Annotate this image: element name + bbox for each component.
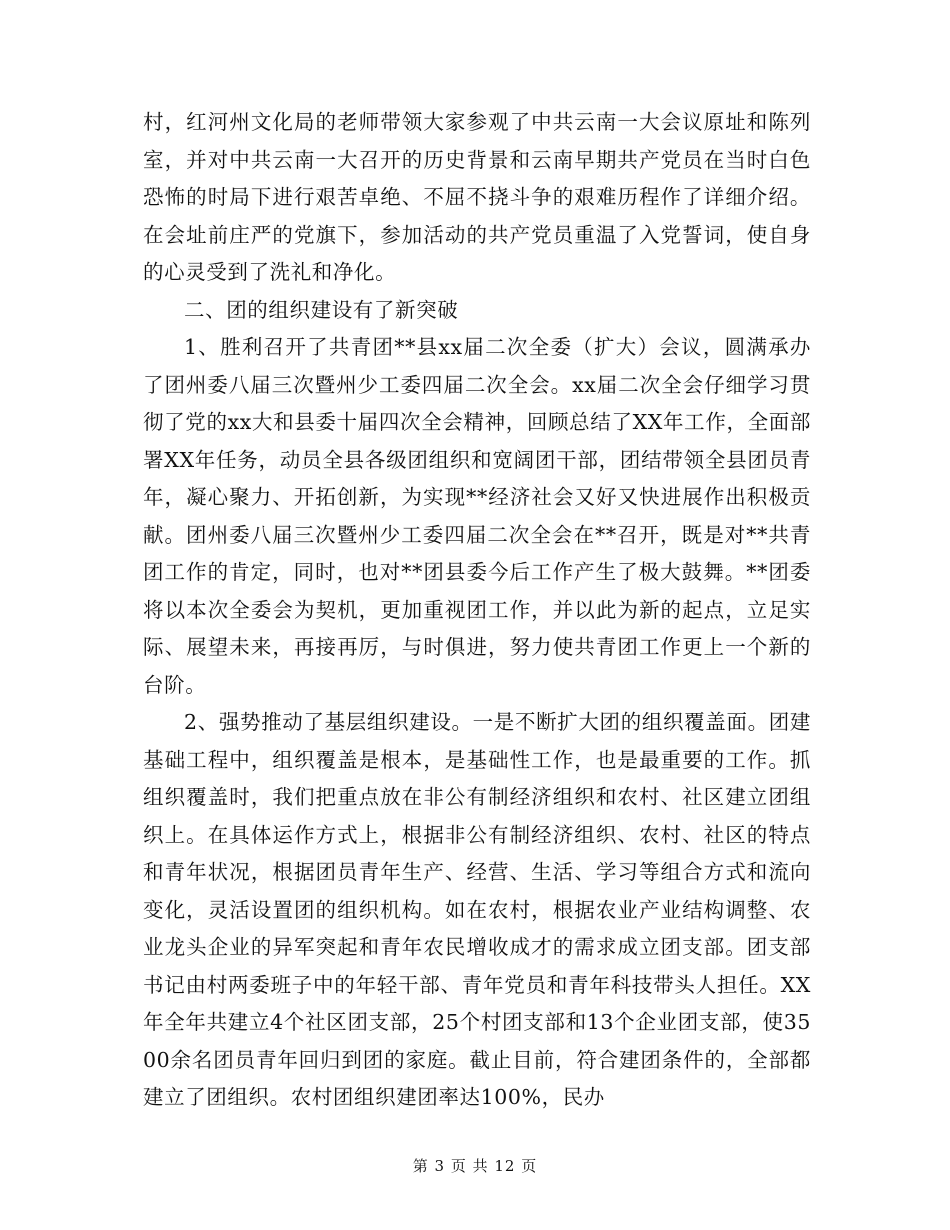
paragraph-3: 1、胜利召开了共青团**县xx届二次全委（扩大）会议，圆满承办了团州委八届三次暨州少工委四届二次全会。xx届二次全会仔细学习贯彻了党的xx大和县委十届四次全会精神，回顾总结了XX年工作，全面部署XX年任务，动员全县各级团组织和宽阔团干部，团结带领全县团员青年，凝心聚力、开拓创新，为实现**经济社会又好又快进展作出积极贡献。团州委八届三次暨州少工委四届二次全会在**召开，既是对**共青团工作的肯定，同时，也对**团县委今后工作产生了极大鼓舞。**团委将以本次全委会为契机，更加重视团工作，并以此为新的起点，立足实际、展望未来，再接再厉，与时俱进，努力使共青团工作更上一个新的台阶。 (143, 335, 811, 697)
page-footer: 第 3 页 共 12 页 (412, 1157, 538, 1175)
document-body (143, 104, 811, 1117)
paragraph-4: 2、强势推动了基层组织建设。一是不断扩大团的组织覆盖面。团建基础工程中，组织覆盖是根本，是基础性工作，也是最重要的工作。抓组织覆盖时，我们把重点放在非公有制经济组织和农村、社区建立团组织上。在具体运作方式上，根据非公有制经济组织、农村、社区的特点和青年状况，根据团员青年生产、经营、生活、学习等组合方式和流向变化，灵活设置团的组织机构。如在农村，根据农业产业结构调整、农业龙头企业的异军突起和青年农民增收成才的需求成立团支部。团支部书记由村两委班子中的年轻干部、青年党员和青年科技带头人担任。XX年全年共建立4个社区团支部，25个村团支部和13个企业团支部，使3500余名团员青年回归到团的家庭。截止目前，符合建团条件的，全部都建立了团组织。农村团组织建团率达100%，民办 (143, 710, 811, 1109)
paragraph-1: 村，红河州文化局的老师带领大家参观了中共云南一大会议原址和陈列室，并对中共云南一大召开的历史背景和云南早期共产党员在当时白色恐怖的时局下进行艰苦卓绝、不屈不挠斗争的艰难历程作了详细介绍。在会址前庄严的党旗下，参加活动的共产党员重温了入党誓词，使自身的心灵受到了洗礼和净化。 (143, 110, 811, 284)
section-heading: 二、团的组织建设有了新突破 (184, 297, 459, 322)
